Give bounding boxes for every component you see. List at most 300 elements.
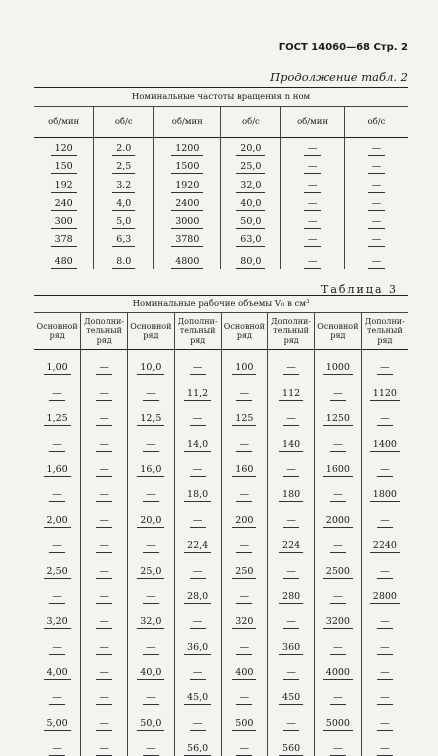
table-cell — [268, 401, 315, 426]
cell-value: — — [377, 361, 393, 375]
table-cell — [34, 426, 81, 451]
table-cell — [268, 629, 315, 654]
table-cell — [361, 680, 408, 705]
cell-value: 150 — [51, 160, 77, 174]
table-cell — [344, 174, 408, 192]
table-cell — [128, 579, 175, 604]
cell-value: — — [304, 233, 322, 247]
cell-value: — — [96, 615, 112, 629]
table-cell — [128, 426, 175, 451]
cell-value: — — [190, 463, 206, 477]
table-cell — [128, 553, 175, 578]
table-cell — [221, 156, 281, 174]
table-cell — [281, 174, 345, 192]
table-cell — [94, 229, 154, 247]
table-cell — [268, 452, 315, 477]
table-cell — [361, 502, 408, 527]
cell-value: 1000 — [323, 361, 353, 375]
table-cell — [174, 375, 221, 400]
table-cell — [174, 426, 221, 451]
table-cell — [154, 229, 221, 247]
table-cell — [268, 477, 315, 502]
table-cell — [94, 211, 154, 229]
cell-value: 120 — [51, 142, 77, 156]
cell-value: 2000 — [323, 514, 353, 528]
table-cell — [128, 477, 175, 502]
cell-value: — — [236, 387, 252, 401]
table-cell — [221, 731, 268, 756]
table-cell — [94, 138, 154, 157]
cell-value: 500 — [232, 717, 256, 731]
cell-value: — — [143, 438, 159, 452]
cell-value: 320 — [232, 615, 256, 629]
column-header: об/с — [94, 107, 154, 138]
cell-value: — — [236, 438, 252, 452]
table-cell — [128, 528, 175, 553]
table-cell — [268, 655, 315, 680]
table-cell — [94, 156, 154, 174]
table-cell — [221, 452, 268, 477]
table-cell — [361, 477, 408, 502]
cell-value: — — [330, 641, 346, 655]
cell-value: — — [143, 539, 159, 553]
table-cell — [221, 375, 268, 400]
page-header: ГОСТ 14060—68 Стр. 2 — [278, 42, 408, 53]
cell-value: 25,0 — [137, 565, 164, 579]
cell-value: 112 — [279, 387, 303, 401]
cell-value: — — [49, 641, 65, 655]
table-cell — [34, 477, 81, 502]
cell-value: 3780 — [171, 233, 203, 247]
table-row — [34, 731, 408, 756]
table-cell — [34, 211, 94, 229]
column-header: об/мин — [154, 107, 221, 138]
cell-value: — — [368, 160, 386, 174]
table-cell — [361, 705, 408, 730]
table-cell — [34, 229, 94, 247]
table-cell — [34, 502, 81, 527]
table-row — [34, 553, 408, 578]
table-cell — [221, 193, 281, 211]
cell-value: 1600 — [323, 463, 353, 477]
table-cell — [81, 452, 128, 477]
cell-value: — — [143, 387, 159, 401]
table-cell — [34, 138, 94, 157]
cell-value: 2,50 — [44, 565, 71, 579]
cell-value: 5,0 — [112, 215, 135, 229]
table-cell — [281, 193, 345, 211]
cell-value: 360 — [279, 641, 303, 655]
table-cell — [34, 156, 94, 174]
cell-value: — — [283, 717, 299, 731]
column-header: Основной ряд — [34, 313, 81, 350]
table-cell — [34, 528, 81, 553]
cell-value: 4,00 — [44, 666, 71, 680]
cell-value: — — [377, 717, 393, 731]
table-cell — [81, 477, 128, 502]
table-cell — [128, 502, 175, 527]
cell-value: 250 — [232, 565, 256, 579]
table-cell — [34, 350, 81, 376]
cell-value: 36,0 — [184, 641, 211, 655]
cell-value: 3000 — [171, 215, 203, 229]
table-cell — [81, 350, 128, 376]
table-cell — [281, 138, 345, 157]
table-cell — [174, 452, 221, 477]
table-cell — [34, 401, 81, 426]
table3-label: Таблица 3 — [321, 283, 398, 296]
table-continuation-label: Продолжение табл. 2 — [270, 70, 408, 84]
cell-value: — — [190, 717, 206, 731]
cell-value: — — [368, 215, 386, 229]
cell-value: 300 — [51, 215, 77, 229]
table-cell — [315, 528, 362, 553]
cell-value: 16,0 — [137, 463, 164, 477]
cell-value: — — [96, 488, 112, 502]
table-cell — [268, 375, 315, 400]
table-row — [34, 138, 408, 157]
cell-value: 5,00 — [44, 717, 71, 731]
cell-value: 224 — [279, 539, 303, 553]
table-cell — [344, 193, 408, 211]
table-cell — [154, 247, 221, 269]
table-cell — [128, 705, 175, 730]
table-row — [34, 655, 408, 680]
table2-caption: Номинальные частоты вращения n ном — [34, 88, 408, 107]
table3-caption: Номинальные рабочие объемы V₀ в см³ — [34, 296, 408, 313]
cell-value: 18,0 — [184, 488, 211, 502]
cell-value: 63,0 — [236, 233, 265, 247]
cell-value: 2400 — [171, 197, 203, 211]
table-cell — [361, 629, 408, 654]
cell-value: 5000 — [323, 717, 353, 731]
cell-value: — — [283, 514, 299, 528]
cell-value: 280 — [279, 590, 303, 604]
table-cell — [361, 452, 408, 477]
table-cell — [128, 350, 175, 376]
cell-value: — — [190, 615, 206, 629]
cell-value: — — [236, 488, 252, 502]
table-cell — [174, 553, 221, 578]
table-cell — [315, 604, 362, 629]
table-cell — [34, 579, 81, 604]
cell-value: 2,5 — [112, 160, 135, 174]
column-header: Основной ряд — [221, 313, 268, 350]
table-cell — [34, 604, 81, 629]
cell-value: — — [96, 565, 112, 579]
cell-value: 2800 — [370, 590, 400, 604]
cell-value: 192 — [51, 179, 77, 193]
cell-value: 1400 — [370, 438, 400, 452]
table-cell — [221, 705, 268, 730]
table-cell — [315, 375, 362, 400]
cell-value: 8.0 — [112, 255, 135, 269]
table-row — [34, 579, 408, 604]
table-cell — [221, 528, 268, 553]
table-row — [34, 452, 408, 477]
table-cell — [154, 193, 221, 211]
cell-value: 20,0 — [236, 142, 265, 156]
table-cell — [174, 579, 221, 604]
cell-value: — — [143, 641, 159, 655]
cell-value: — — [49, 590, 65, 604]
cell-value: 20,0 — [137, 514, 164, 528]
table-cell — [221, 401, 268, 426]
cell-value: — — [377, 463, 393, 477]
cell-value: — — [49, 539, 65, 553]
table-cell — [174, 350, 221, 376]
table-cell — [221, 174, 281, 192]
cell-value: 378 — [51, 233, 77, 247]
table-row — [34, 528, 408, 553]
table-cell — [154, 211, 221, 229]
cell-value: — — [368, 179, 386, 193]
table-row — [34, 705, 408, 730]
table-cell — [315, 553, 362, 578]
cell-value: 22,4 — [184, 539, 211, 553]
cell-value: 2500 — [323, 565, 353, 579]
table-cell — [128, 655, 175, 680]
table-cell — [268, 680, 315, 705]
table-cell — [154, 156, 221, 174]
column-header: об/с — [344, 107, 408, 138]
table-cell — [344, 138, 408, 157]
cell-value: — — [96, 742, 112, 756]
cell-value: — — [49, 691, 65, 705]
table-cell — [221, 680, 268, 705]
cell-value: 160 — [232, 463, 256, 477]
table-cell — [34, 705, 81, 730]
column-header: об/с — [221, 107, 281, 138]
table-cell — [154, 138, 221, 157]
cell-value: 50,0 — [137, 717, 164, 731]
cell-value: — — [283, 412, 299, 426]
table-cell — [34, 553, 81, 578]
cell-value: — — [304, 179, 322, 193]
table-row — [34, 502, 408, 527]
cell-value: 12,5 — [137, 412, 164, 426]
cell-value: — — [96, 717, 112, 731]
table-cell — [361, 350, 408, 376]
table-cell — [34, 655, 81, 680]
cell-value: 4000 — [323, 666, 353, 680]
cell-value: — — [304, 160, 322, 174]
column-header: Дополни-тельный ряд — [361, 313, 408, 350]
cell-value: — — [283, 615, 299, 629]
table-cell — [81, 401, 128, 426]
table-cell — [268, 579, 315, 604]
table-row — [34, 477, 408, 502]
table-cell — [221, 553, 268, 578]
column-header: об/мин — [281, 107, 345, 138]
table-cell — [174, 477, 221, 502]
working-volume-table — [34, 295, 408, 756]
table-cell — [344, 229, 408, 247]
table-cell — [315, 705, 362, 730]
table-cell — [174, 604, 221, 629]
cell-value: 32,0 — [236, 179, 265, 193]
cell-value: 45,0 — [184, 691, 211, 705]
cell-value: 2,00 — [44, 514, 71, 528]
cell-value: 40,0 — [137, 666, 164, 680]
cell-value: — — [377, 742, 393, 756]
cell-value: — — [236, 590, 252, 604]
table-cell — [94, 174, 154, 192]
column-header: Дополни-тельный ряд — [268, 313, 315, 350]
cell-value: — — [368, 197, 386, 211]
table-cell — [221, 350, 268, 376]
cell-value: 1,60 — [44, 463, 71, 477]
cell-value: — — [330, 742, 346, 756]
cell-value: — — [304, 215, 322, 229]
table-cell — [315, 629, 362, 654]
cell-value: — — [304, 255, 322, 269]
cell-value: — — [236, 641, 252, 655]
table-cell — [315, 350, 362, 376]
cell-value: — — [49, 438, 65, 452]
cell-value: — — [368, 255, 386, 269]
cell-value: — — [330, 488, 346, 502]
table-row — [34, 229, 408, 247]
cell-value: 32,0 — [137, 615, 164, 629]
cell-value: 140 — [279, 438, 303, 452]
column-header: Основной ряд — [315, 313, 362, 350]
column-header: об/мин — [34, 107, 94, 138]
cell-value: — — [96, 666, 112, 680]
table-cell — [81, 655, 128, 680]
cell-value: — — [143, 488, 159, 502]
table-cell — [81, 553, 128, 578]
table-row — [34, 174, 408, 192]
cell-value: 1250 — [323, 412, 353, 426]
table-cell — [281, 247, 345, 269]
table-cell — [81, 579, 128, 604]
table-cell — [81, 502, 128, 527]
table-cell — [315, 426, 362, 451]
table-cell — [81, 604, 128, 629]
cell-value: — — [96, 412, 112, 426]
cell-value: — — [377, 641, 393, 655]
cell-value: 400 — [232, 666, 256, 680]
cell-value: — — [368, 233, 386, 247]
cell-value: — — [143, 691, 159, 705]
cell-value: — — [49, 488, 65, 502]
table-cell — [34, 680, 81, 705]
cell-value: 1500 — [171, 160, 203, 174]
cell-value: — — [236, 539, 252, 553]
cell-value: — — [330, 590, 346, 604]
cell-value: 4800 — [171, 255, 203, 269]
cell-value: — — [143, 590, 159, 604]
table-cell — [128, 629, 175, 654]
table-cell — [361, 375, 408, 400]
table-row — [34, 604, 408, 629]
table-cell — [81, 375, 128, 400]
cell-value: — — [304, 142, 322, 156]
cell-value: — — [330, 539, 346, 553]
cell-value: — — [283, 666, 299, 680]
table-cell — [81, 680, 128, 705]
cell-value: 28,0 — [184, 590, 211, 604]
cell-value: 200 — [232, 514, 256, 528]
cell-value: 56,0 — [184, 742, 211, 756]
cell-value: 40,0 — [236, 197, 265, 211]
table-cell — [81, 528, 128, 553]
table-cell — [221, 579, 268, 604]
table-cell — [268, 553, 315, 578]
table-cell — [81, 426, 128, 451]
table-row — [34, 375, 408, 400]
cell-value: — — [96, 463, 112, 477]
table-cell — [221, 604, 268, 629]
cell-value: — — [190, 565, 206, 579]
cell-value: 2.0 — [112, 142, 135, 156]
table-cell — [221, 502, 268, 527]
cell-value: 1,25 — [44, 412, 71, 426]
cell-value: 10,0 — [137, 361, 164, 375]
cell-value: 3200 — [323, 615, 353, 629]
cell-value: 1,00 — [44, 361, 71, 375]
table-cell — [128, 452, 175, 477]
table-cell — [268, 350, 315, 376]
table-cell — [34, 174, 94, 192]
table-cell — [34, 452, 81, 477]
cell-value: 1800 — [370, 488, 400, 502]
table-cell — [344, 247, 408, 269]
cell-value: 14,0 — [184, 438, 211, 452]
table-cell — [315, 502, 362, 527]
table-cell — [344, 211, 408, 229]
table-cell — [344, 156, 408, 174]
cell-value: — — [304, 197, 322, 211]
cell-value: — — [283, 463, 299, 477]
cell-value: 25,0 — [236, 160, 265, 174]
table-cell — [361, 731, 408, 756]
table-cell — [128, 680, 175, 705]
cell-value: 1200 — [171, 142, 203, 156]
table-cell — [221, 229, 281, 247]
cell-value: 11,2 — [184, 387, 211, 401]
cell-value: 2240 — [370, 539, 400, 553]
table-row — [34, 211, 408, 229]
table-cell — [361, 401, 408, 426]
cell-value: — — [143, 742, 159, 756]
cell-value: 1920 — [171, 179, 203, 193]
table-cell — [221, 426, 268, 451]
table-cell — [268, 528, 315, 553]
cell-value: — — [283, 565, 299, 579]
cell-value: 180 — [279, 488, 303, 502]
table-cell — [81, 629, 128, 654]
table-cell — [81, 731, 128, 756]
cell-value: 560 — [279, 742, 303, 756]
table-cell — [281, 211, 345, 229]
cell-value: — — [96, 691, 112, 705]
cell-value: — — [96, 438, 112, 452]
column-header: Основной ряд — [128, 313, 175, 350]
table-cell — [268, 426, 315, 451]
cell-value: — — [377, 615, 393, 629]
table-cell — [315, 731, 362, 756]
table-cell — [268, 731, 315, 756]
table-cell — [34, 629, 81, 654]
table-cell — [94, 247, 154, 269]
table-cell — [174, 705, 221, 730]
table-cell — [34, 193, 94, 211]
table-cell — [221, 629, 268, 654]
cell-value: — — [283, 361, 299, 375]
cell-value: 6,3 — [112, 233, 135, 247]
